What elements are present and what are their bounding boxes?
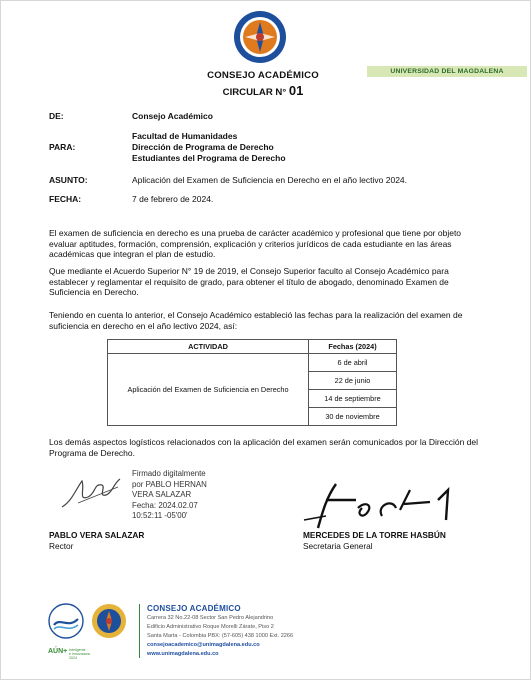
- table-cell-date: 6 de abril: [309, 354, 397, 372]
- table-row: [108, 354, 397, 372]
- footer-divider: [139, 604, 140, 658]
- university-banner: UNIVERSIDAD DEL MAGDALENA: [367, 66, 527, 77]
- body-paragraph: Que mediante el Acuerdo Superior N° 19 de 2019, el Consejo Superior faculto al Consejo Académico para establecer y reglamentar el requisito de grado, para obtener el título de abogado, denominado Examen de Suficiencia en Derecho.: [49, 266, 449, 298]
- digital-signature-text: Firmado digitalmente por PABLO HERNAN VERA SALAZAR Fecha: 2024.02.07 10:52:11 -05'00': [132, 469, 207, 520]
- table-cell-date: 30 de noviembre: [309, 408, 397, 426]
- table-header-dates: Fechas (2024): [309, 340, 397, 354]
- org-title: CONSEJO ACADÉMICO: [207, 70, 319, 81]
- fecha-value: 7 de febrero de 2024.: [132, 194, 214, 204]
- university-seal-icon: [233, 10, 287, 64]
- secretary-role: Secretaria General: [303, 541, 373, 551]
- footer-website-link[interactable]: www.unimagdalena.edu.co: [147, 651, 219, 657]
- rector-signature-icon: [58, 467, 128, 517]
- university-logo-icon: [48, 603, 84, 639]
- rector-role: Rector: [49, 541, 74, 551]
- body-paragraph: El examen de suficiencia en derecho es una prueba de carácter académico y profesional que tiene por objeto evaluar aptitudes, formación, comprensión, explicación y criterios jurídicos de cada estudiante en las áreas académicas que integran el plan de estudio.: [49, 228, 462, 260]
- footer-email-link[interactable]: consejoacademico@unimagdalena.edu.co: [147, 642, 260, 648]
- circular-label: CIRCULAR N°: [222, 87, 287, 98]
- table-header-row: [108, 340, 397, 354]
- para-line: Facultad de Humanidades: [132, 131, 238, 141]
- aun-tagline: Inteligente e innovadora 2024: [69, 648, 90, 660]
- para-line: Dirección de Programa de Derecho: [132, 142, 274, 152]
- aun-logo: AÚN+: [48, 648, 68, 655]
- activity-table: [107, 339, 397, 426]
- rector-name: PABLO VERA SALAZAR: [49, 530, 145, 540]
- para-label: PARA:: [49, 142, 76, 152]
- asunto-label: ASUNTO:: [49, 175, 88, 185]
- body-paragraph: Teniendo en cuenta lo anterior, el Consejo Académico estableció las fechas para la realización del examen de suficiencia en derecho en el año lectivo 2024, así:: [49, 310, 463, 331]
- table-cell-date: 14 de septiembre: [309, 390, 397, 408]
- table-cell-activity: Aplicación del Examen de Suficiencia en Derecho: [108, 354, 309, 426]
- secretary-name: MERCEDES DE LA TORRE HASBÚN: [303, 530, 446, 540]
- footer-address-line: Edificio Administrativo Roque Morelli Zárate, Piso 2: [147, 624, 274, 630]
- circular-number: 01: [288, 83, 304, 98]
- fecha-label: FECHA:: [49, 194, 82, 204]
- table-cell-date: 22 de junio: [309, 372, 397, 390]
- de-value: Consejo Académico: [132, 111, 213, 121]
- secretary-signature-icon: [296, 476, 471, 534]
- de-label: DE:: [49, 111, 64, 121]
- body-paragraph: Los demás aspectos logísticos relacionados con la aplicación del examen serán comunicados por la Dirección del Programa de Derecho.: [49, 437, 479, 458]
- footer-address-line: Santa Marta - Colombia PBX: (57-605) 438 1000 Ext. 2266: [147, 633, 294, 639]
- coat-of-arms-icon: [91, 603, 127, 639]
- footer-address-line: Carrera 32 No.22-08 Sector San Pedro Alejandrino: [147, 615, 274, 621]
- asunto-value: Aplicación del Examen de Suficiencia en Derecho en el año lectivo 2024.: [132, 175, 408, 185]
- circular-title: [178, 83, 348, 98]
- table-header-activity: ACTIVIDAD: [108, 340, 309, 354]
- footer-title: CONSEJO ACADÉMICO: [147, 604, 241, 613]
- para-line: Estudiantes del Programa de Derecho: [132, 153, 286, 163]
